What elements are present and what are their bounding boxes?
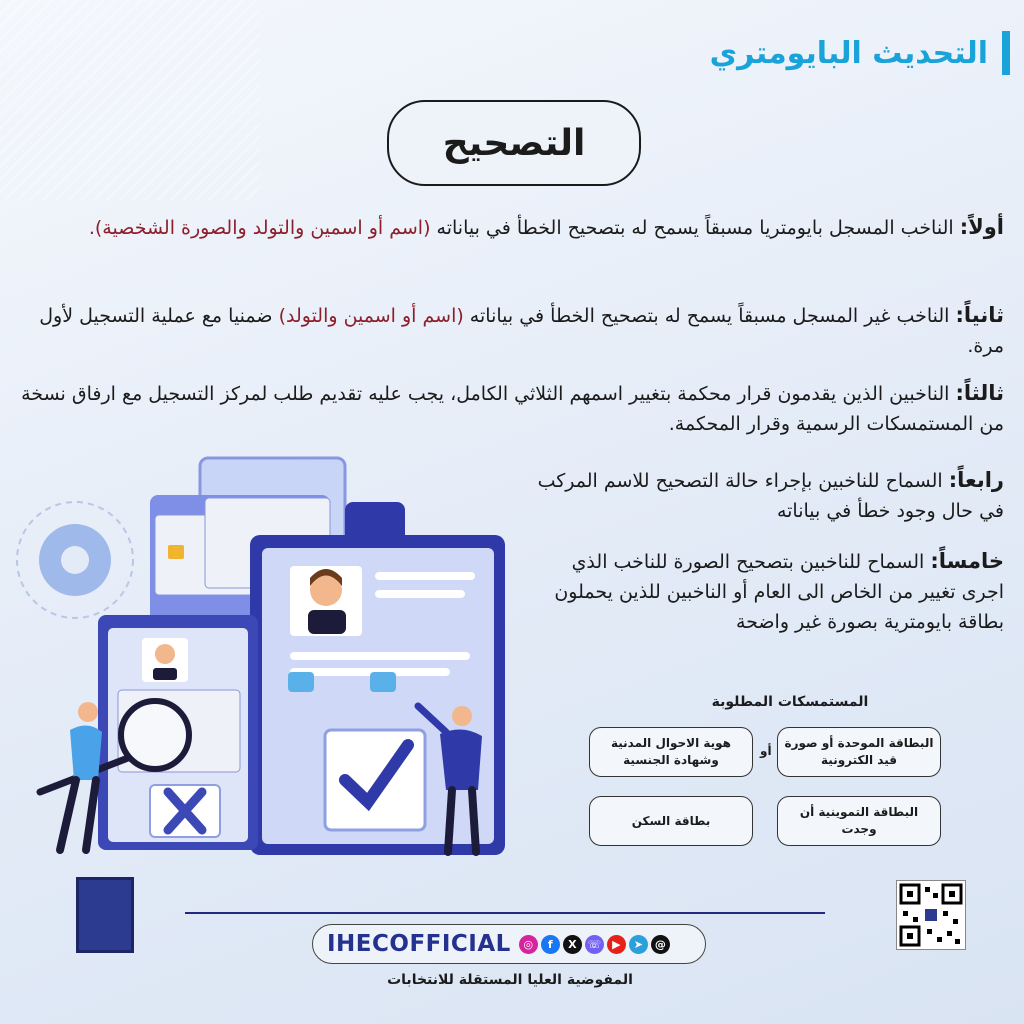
section-5	[534, 546, 1004, 637]
instagram-icon[interactable]: ◎	[519, 935, 538, 954]
section-highlight: (اسم أو اسمين والتولد والصورة الشخصية).	[88, 217, 431, 239]
main-title: التصحيح	[387, 100, 641, 186]
section-text: الناخب غير المسجل مسبقاً يسمح له بتصحيح الخطأ في بياناته	[463, 305, 956, 327]
footer-divider	[185, 912, 825, 914]
x-icon[interactable]: X	[563, 935, 582, 954]
person-left-icon	[60, 702, 102, 850]
section-text: الناخبين الذين يقدمون قرار محكمة بتغيير اسمهم الثلاثي الكامل، يجب عليه تقديم طلب لمركز التسجيل مع ارفاق نسخة من المستمسكات الرسمية وقرار المحكمة.	[21, 383, 1004, 435]
section-tail: ضمنيا مع عملية التسجيل لأول مرة.	[39, 305, 1004, 357]
field-icon	[288, 672, 314, 692]
facebook-icon[interactable]: f	[541, 935, 560, 954]
section-highlight: (اسم أو اسمين والتولد)	[278, 305, 464, 327]
section-text: الناخب المسجل بايومتريا مسبقاً يسمح له بتصحيح الخطأ في بياناته	[430, 217, 960, 239]
section-label: خامساً:	[930, 549, 1004, 573]
section-label: ثالثاً:	[955, 381, 1004, 405]
section-label: ثانياً:	[955, 303, 1004, 327]
section-3	[14, 378, 1004, 439]
youtube-icon[interactable]: ▶	[607, 935, 626, 954]
section-text: السماح للناخبين بتصحيح الصورة للناخب الذي اجرى تغيير من الخاص الى العام أو الناخبين للذين يحملون بطاقة بايومترية بصورة غير واضحة	[554, 551, 1004, 633]
header-title: التحديث البايومتري	[709, 35, 988, 71]
section-2	[14, 300, 1004, 361]
section-4	[534, 465, 1004, 526]
organization-name: المفوضية العليا المستقلة للانتخابات	[387, 972, 633, 988]
illustration	[0, 440, 520, 860]
viber-icon[interactable]: ☏	[585, 935, 604, 954]
gear-icon	[17, 502, 133, 618]
section-text: السماح للناخبين بإجراء حالة التصحيح للاسم المركب في حال وجود خطأ في بياناته	[537, 470, 1004, 522]
or-label: أو	[760, 744, 772, 758]
ihec-logo	[76, 877, 134, 953]
section-label: رابعاً:	[948, 468, 1004, 492]
qr-code-icon[interactable]	[896, 880, 966, 950]
clip-icon	[345, 502, 405, 544]
chip-icon	[168, 545, 184, 559]
field-icon	[370, 672, 396, 692]
document-unified-card: البطاقة الموحدة أو صورة قيد الكترونية	[777, 727, 941, 777]
documents-title: المستمسكات المطلوبة	[711, 694, 869, 710]
social-handle[interactable]: IHECOFFICIAL	[327, 931, 511, 957]
document-residence-card: بطاقة السكن	[589, 796, 753, 846]
telegram-icon[interactable]: ➤	[629, 935, 648, 954]
social-handle-bar[interactable]	[312, 924, 706, 964]
threads-icon[interactable]: @	[651, 935, 670, 954]
section-label: أولاً:	[959, 215, 1004, 239]
document-civil-id: هوية الاحوال المدنية وشهادة الجنسية	[589, 727, 753, 777]
document-ration-card: البطاقة التموينية أن وجدت	[777, 796, 941, 846]
section-1	[14, 212, 1004, 243]
social-icons	[519, 935, 673, 954]
